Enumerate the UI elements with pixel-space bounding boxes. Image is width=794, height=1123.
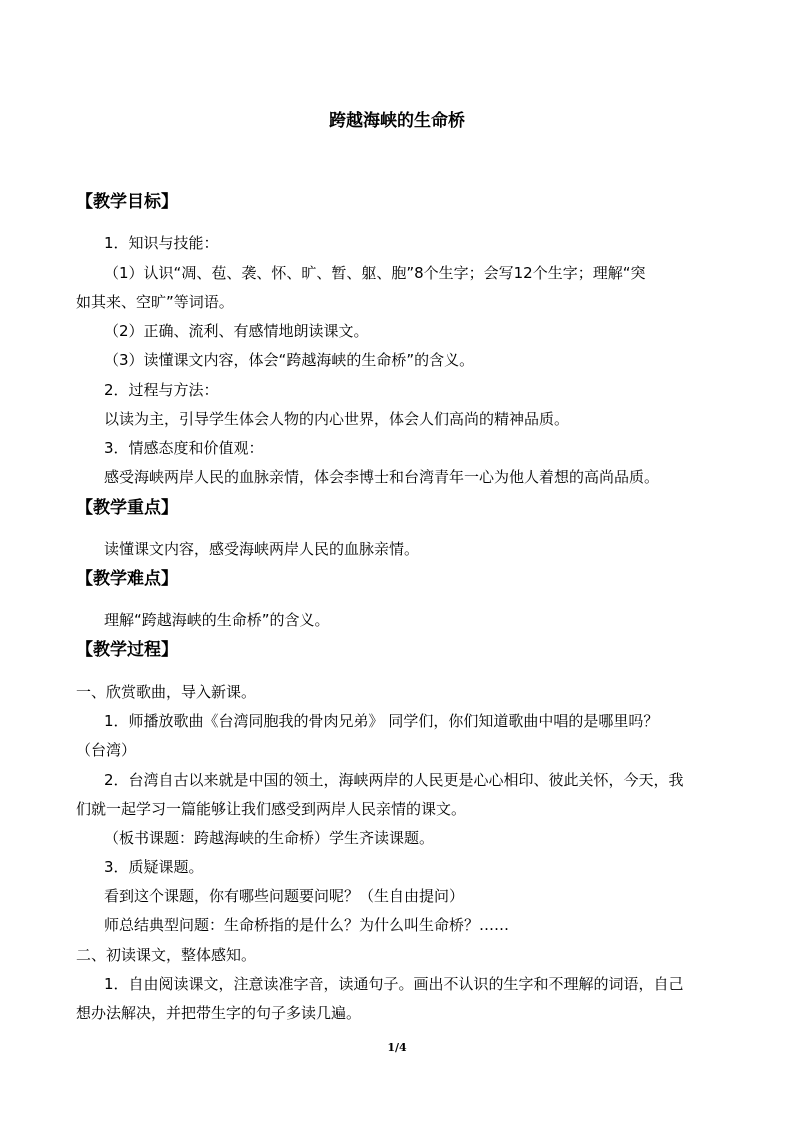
text-line: 理解“跨越海峡的生命桥”的含义。 [104, 611, 330, 629]
text-line: （台湾） [76, 741, 137, 759]
text-line: 二、初读课文，整体感知。 [76, 946, 257, 964]
page-number: 1/4 [387, 1041, 407, 1054]
text-line: 读懂课文内容，感受海峡两岸人民的血脉亲情。 [104, 540, 420, 558]
text-line: 想办法解决，并把带生字的句子多读几遍。 [76, 1004, 362, 1022]
text-line: 2．过程与方法： [104, 381, 219, 399]
text-line: 一、欣赏歌曲，导入新课。 [76, 683, 257, 701]
heading-key-points: 【教学重点】 [76, 498, 178, 518]
text-line: 3．质疑课题。 [104, 858, 204, 876]
text-line: 以读为主，引导学生体会人物的内心世界，体会人们高尚的精神品质。 [104, 410, 570, 428]
heading-teaching-objectives: 【教学目标】 [76, 192, 178, 212]
text-line: 1．师播放歌曲《台湾同胞我的骨肉兄弟》 同学们，你们知道歌曲中唱的是哪里吗？ [104, 712, 659, 730]
text-line: 们就一起学习一篇能够让我们感受到两岸人民亲情的课文。 [76, 800, 467, 818]
text-line: 看到这个课题，你有哪些问题要问呢？（生自由提问） [104, 887, 465, 905]
text-line: 1．自由阅读课文，注意读准字音，读通句子。画出不认识的生字和不理解的词语，自己 [104, 975, 684, 993]
text-line: （1）认识“凋、苞、袭、怀、旷、暂、躯、胞”8个生字；会写12个生字；理解“突 [104, 264, 646, 282]
document-title: 跨越海峡的生命桥 [329, 111, 465, 131]
text-line: 3．情感态度和价值观： [104, 439, 264, 457]
heading-difficulties: 【教学难点】 [76, 569, 178, 589]
heading-teaching-process: 【教学过程】 [76, 640, 178, 660]
text-line: 1．知识与技能： [104, 234, 219, 252]
text-line: 如其来、空旷”等词语。 [76, 293, 234, 311]
text-line: 2．台湾自古以来就是中国的领土，海峡两岸的人民更是心心相印、彼此关怀，今天，我 [104, 771, 684, 789]
text-line: （3）读懂课文内容，体会“跨越海峡的生命桥”的含义。 [104, 351, 475, 369]
text-line: （2）正确、流利、有感情地朗读课文。 [104, 322, 369, 340]
text-line: 师总结典型问题：生命桥指的是什么？为什么叫生命桥？…… [104, 916, 510, 934]
text-line: （板书课题：跨越海峡的生命桥）学生齐读课题。 [104, 829, 435, 847]
text-line: 感受海峡两岸人民的血脉亲情，体会李博士和台湾青年一心为他人着想的高尚品质。 [104, 468, 660, 486]
